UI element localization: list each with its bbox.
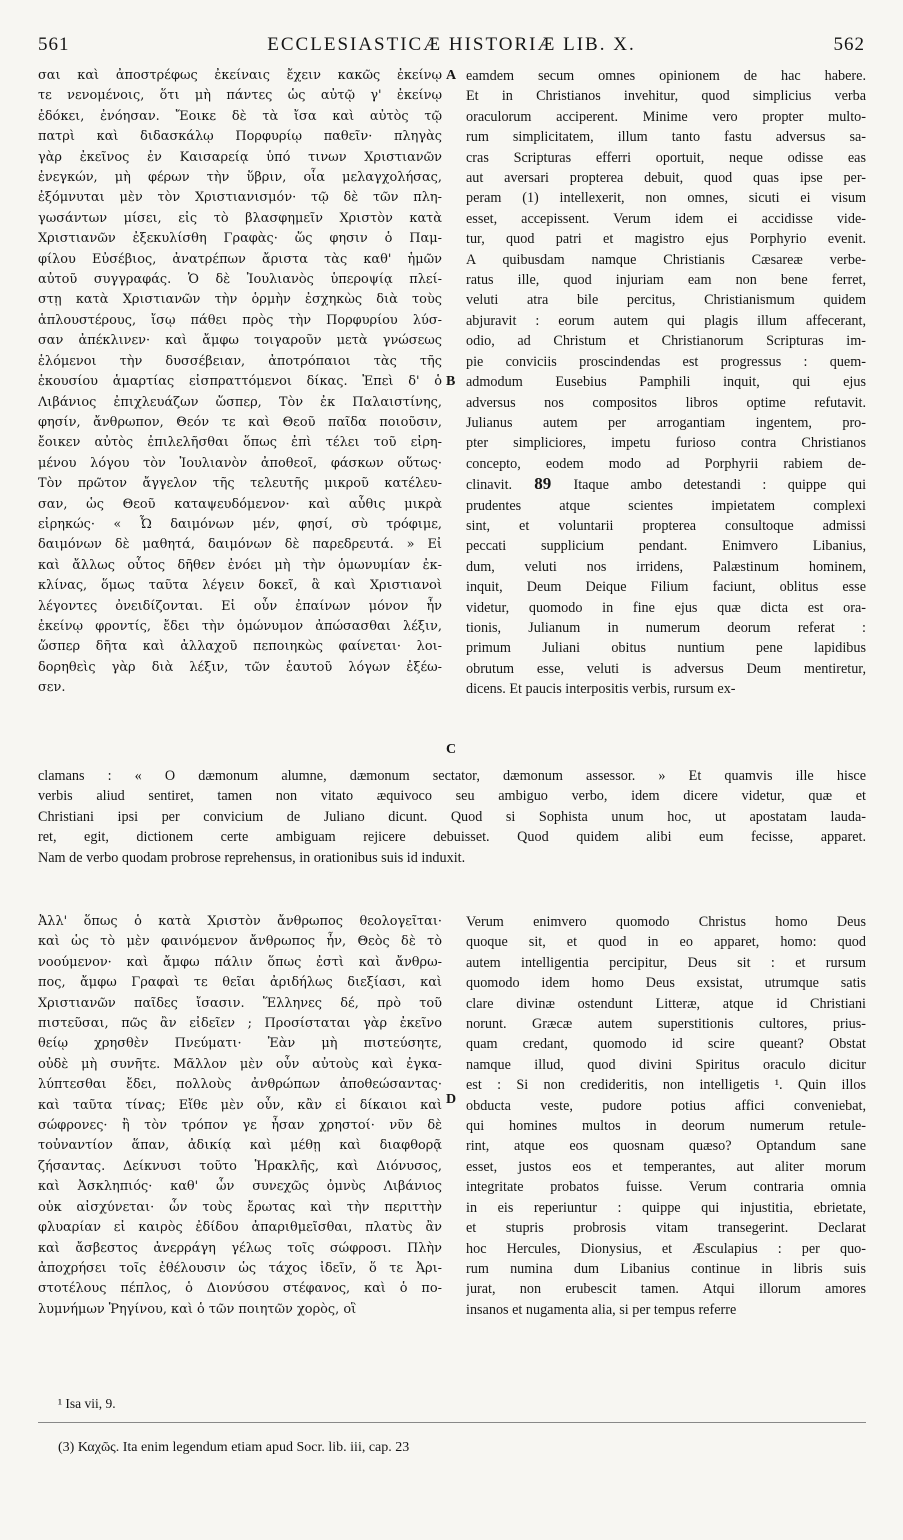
text-line: μένου λόγου τὸν Ἰουλιανὸν ἀποθεοῖ, φάσκων οὕτως· — [38, 455, 442, 471]
text-line: ἐκείνῳ φροντίς, ἔδει τὴν ὁμώνυμον ἀπώσασθαι λέξιν, — [38, 618, 442, 634]
text-line: πιστεῦσαι, πῶς ἂν εἰδεῖεν ; Προσίσταται γὰρ ἐκεῖνο — [38, 1016, 442, 1032]
text-line: verbis aliud sentiret, tamen non vitato æquivoco seu ambiguo verbo, idem dicere videtur, quæ et — [38, 788, 866, 805]
text-line: obducta veste, pudore potius affici conveniebat, — [466, 1097, 866, 1114]
text-line: et stupris probrosis vitam transegerint. Declarat — [466, 1220, 866, 1237]
text-line: clare divinæ ostendunt Litteræ, atque id Christiani — [466, 995, 866, 1012]
text-line: φλυαρίαν εἰ καιρὸς ἐδίδου ἀπαριθμεῖσθαι, πλατὺς ἂν — [38, 1220, 442, 1236]
scripture-footnote: ¹ Isa vii, 9. — [58, 1396, 116, 1411]
text-line: qui homines multos in deorum numerum retule- — [466, 1118, 866, 1135]
text-line: norunt. Græcæ autem superstitionis cultores, prius- — [466, 1016, 866, 1033]
text-line: admodum Eusebius Pamphili inquit, qui ejus — [466, 374, 866, 391]
margin-marker-a: A — [446, 68, 457, 83]
text-line: ἐδόκει, ἐνόησαν. Ἔοικε δὲ τὰ ἴσα καὶ αὐτὸς τῷ — [38, 108, 442, 124]
text-line: integritate probatos fuisse. Verum contraria omnia — [466, 1179, 866, 1196]
text-line: dum, veluti nos irridens, Palæstinum hominem, — [466, 558, 866, 575]
text-line: pter simpliciores, impetu furioso contra Christianos — [466, 435, 866, 452]
text-line: δορηθεὶς γὰρ διὰ λέξιν, τῶν ἑαυτοῦ λόγων ἐξέω- — [38, 659, 442, 675]
text-line: ἐνεγκών, μὴ φέρων τὴν ὕβριν, οἷα μελαγχολήσας, — [38, 170, 442, 186]
text-line: δαιμόνων δὲ μαθητά, δαιμόνων δὲ παρεδρευτά. » Εἰ — [38, 537, 442, 553]
text-line: οὐκ αἰσχύνεται· ὧν τοὺς ἔρωτας καὶ τὴν περιττὴν — [38, 1199, 442, 1215]
text-line: ἀποχρήσει τοῖς ἐθέλουσιν ὡς τάχος ἰδεῖν, ὅ τε Ἀρι- — [38, 1260, 442, 1276]
text-line: καὶ Ἀσκληπιός· καθ' ὧν συνεχῶς ὀμνὺς Λιβάνιος — [38, 1179, 442, 1195]
text-line: quam credant, quomodo id scire queant? Obstat — [466, 1036, 866, 1053]
text-line: prudentes atque scientes impietatem complexi — [466, 497, 866, 514]
text-line: εἰρηκώς· « Ὦ δαιμόνων μέν, φησί, σὺ τρόφιμε, — [38, 516, 442, 532]
text-line: videtur, quomodo in fine ejus quæ dicta est ora- — [466, 599, 866, 616]
text-line: Χριστιανῶν παῖδες ἴσασιν. Ἕλληνες δέ, πρὸ τοῦ — [38, 995, 442, 1011]
text-line: ἐξόμνυται μὲν τὸν Χριστιανισμόν· τῷ δὲ τῶν πλη- — [38, 190, 442, 206]
text-line: λέγοντες ὀνειδίζονται. Εἰ οὖν ἐπαίνων μόνον ἦν — [38, 598, 442, 614]
editorial-footnote: (3) Καχῶς. Ita enim legendum etiam apud Socr. lib. iii, cap. 23 — [58, 1440, 410, 1455]
text-line: πος, ἄμφω Γραφαὶ τε θεῖαι ἀριδήλως διεξίασι, καὶ — [38, 975, 442, 991]
text-line: Julianus autem per arrogantiam ingentem, pro- — [466, 414, 866, 431]
text-line: φίλου Εὐσέβιος, ἀνατρέπων ἄριστα τὰς καθ' ἡμῶν — [38, 251, 442, 267]
text-line: tur, quod patri et magistro ejus Porphyrio evenit. — [466, 231, 866, 248]
text-line: οὐδὲ μὴ συνῆτε. Μᾶλλον μὲν οὖν αὐτοὺς καὶ ἐγκα- — [38, 1056, 442, 1072]
text-line: στῃ κατὰ Χριστιανῶν τὴν ὁρμὴν ἐσχηκὼς διὰ τοὺς — [38, 292, 442, 308]
text-line: σεν. — [38, 680, 66, 696]
text-line: νοούμενον· καὶ ἄμφω πάλιν ὅπως ἐστὶ καὶ ἄνθρω- — [38, 954, 442, 970]
text-line: Christiani ipsi per convicium de Juliano dicunt. Quod si Sophista unum hoc, ut apostatam lauda- — [38, 808, 866, 825]
text-line: clinavit. 89 Itaque ambo detestandi : quippe qui — [466, 474, 866, 494]
text-line: clamans : « O dæmonum alumne, dæmonum sectator, dæmonum assessor. » Et quamvis ille hisce — [38, 768, 866, 784]
text-line: ἁπλουστέρους, ἴσῳ πάθει πρὸς τὴν Πορφυρίου λύσ- — [38, 312, 442, 328]
text-line: καὶ ἄσβεστος ἀνερράγη γέλως τοῖς σώφροσι. Πλὴν — [38, 1240, 442, 1256]
text-line: λύπτεσθαι ἔδει, πολλοὺς ἀνθρώπων ἀποθεώσαντας· — [38, 1077, 442, 1093]
text-line: ὥσπερ δῆτα καὶ ἀλλαχοῦ πεποιηκὼς φαίνεται· λοι- — [38, 639, 442, 655]
text-line: eamdem secum omnes opinionem de hac habere. — [466, 68, 866, 84]
text-line: Verum enimvero quomodo Christus homo Deus — [466, 914, 866, 930]
greek-column-bottom — [38, 912, 442, 1320]
text-line: in eis reperiuntur : quippe qui injustitia, ebrietate, — [466, 1199, 866, 1216]
text-line: γὰρ ἐκεῖνος ἐν Καισαρείᾳ ὑπό τινων Χριστιανῶν — [38, 149, 442, 165]
latin-column-top — [466, 66, 866, 700]
page-number-left: 561 — [38, 34, 70, 55]
text-line: namque illud, quod divini Spiritus oraculo dicitur — [466, 1056, 866, 1073]
text-line: obrutum esse, veluti is adversus Deum mentiretur, — [466, 660, 866, 677]
text-line: κλίνας, ὅμως ταῦτα λέγειν δοκεῖ, ἃ καὶ Χριστιανοὶ — [38, 578, 442, 594]
text-line: τε νενομένοις, ὅτι μὴ πάντες ὡς αὐτῷ γ' ἐκείνῳ — [38, 88, 442, 104]
text-line: pie conviciis proscindendas est progressus : quem- — [466, 353, 866, 370]
text-line: inquit, Deum Deique Filium faciunt, oblitus esse — [466, 579, 866, 596]
text-line: ζήσαντας. Δείκνυσι τοῦτο Ἡρακλῆς, καὶ Διόνυσος, — [38, 1158, 442, 1174]
text-line: autem intelligentia percipitur, Deus sit : et rursum — [466, 954, 866, 971]
text-line: σαι καὶ ἀποστρέφως ἐκείναις ἔχειν κακῶς ἐκείνῳ — [38, 68, 442, 83]
text-line: abjuravit : eorum autem qui plagis illum affecerant, — [466, 312, 866, 329]
text-line: ratus ille, quod injuriam eam non bene ferret, — [466, 272, 866, 289]
text-line: hoc Hercules, Dionysius, et Æsculapius : per quo- — [466, 1240, 866, 1257]
text-line: peccati supplicium pendant. Enimvero Libanius, — [466, 538, 866, 555]
text-line: odio, ad Christum et Christianorum Scripturas im- — [466, 333, 866, 350]
text-line: est : Si non credideritis, non intelligetis ¹. Quin illos — [466, 1077, 866, 1094]
text-line: oraculorum acciperent. Minime vero propter multo- — [466, 108, 866, 125]
text-line: καὶ ὡς τὸ μὲν φαινόμενον ἄνθρωπος ἦν, Θεὸς δὲ τὸ — [38, 934, 442, 950]
text-line: insanos et nugamenta alia, si per tempus referre — [466, 1301, 737, 1318]
text-line: ret, egit, dictionem certe ambiguam rejicere debuisset. Quod quidem alibi eum fecisse, apparet. — [38, 829, 866, 846]
text-line: λυμνήμων Ῥηγίνου, καὶ ὁ τῶν ποιητῶν χορὸς, οἳ — [38, 1301, 357, 1317]
text-line: στοτέλους πέπλος, ὁ Διονύσου στέφανος, καὶ ὁ πο- — [38, 1281, 442, 1297]
text-line: adversus nos compositos libros optime refutavit. — [466, 394, 866, 411]
text-line: sint, et voluntarii propterea consultoque admissi — [466, 517, 866, 534]
margin-marker-c: C — [446, 742, 457, 757]
text-line: quomodo idem homo Deus exsistat, utrumque satis — [466, 975, 866, 992]
latin-column-bottom — [466, 912, 866, 1320]
text-line: θείῳ χρησθὲν Πνεύματι· Ἐὰν μὴ πιστεύσητε, — [38, 1036, 442, 1052]
text-line: πατρὶ καὶ διδασκάλῳ Πορφυρίῳ παθεῖν· πληγὰς — [38, 129, 442, 145]
text-line: αὐτοῦ συγγραφάς. Ὁ δὲ Ἰουλιανὸς ὑπεροψίᾳ πλεί- — [38, 272, 442, 288]
text-line: καὶ ταῦτα τίνας; Εἴθε μὲν οὖν, κἂν εἰ δίκαιοι καὶ — [38, 1097, 442, 1113]
text-line: veluti atra bile percitus, Christianismum quidem — [466, 292, 866, 309]
page-header — [38, 34, 865, 60]
text-line: jurat, non erubescit tamen. Atqui illorum amores — [466, 1281, 866, 1298]
text-line: Λιβάνιος ἐπιχλευάζων ὥσπερ, Τὸν ἐκ Παλαιστίνης, — [38, 394, 442, 410]
text-line: rint, atque eos quosnam quæso? Optandum sane — [466, 1138, 866, 1155]
text-line: aut aversari propterea debuit, quod quas ipse per- — [466, 170, 866, 187]
text-line: tionis, Julianum in numerum deorum referat : — [466, 619, 866, 636]
page-number-right: 562 — [833, 34, 865, 55]
text-line: καὶ ἄλλως οὗτος δῆθεν ἐνόει μὴ τὴν ὁμωνυμίαν ἐκ- — [38, 557, 442, 573]
text-line: τοὐναντίον ἅπαν, ἀδικίᾳ καὶ μέθῃ καὶ διαφθορᾷ — [38, 1138, 442, 1154]
text-line: quoque sit, et quod in eo apparet, homo: quod — [466, 934, 866, 951]
text-line: esset, justos eos et temperantes, aut aliter morum — [466, 1158, 866, 1175]
text-line: Nam de verbo quodam probrose reprehensus, in orationibus suis id induxit. — [38, 849, 466, 866]
text-line: peram (1) intellexerit, non omnes, sicuti ei visum — [466, 190, 866, 207]
footnote-divider — [38, 1422, 866, 1423]
text-line: γωσάντων μίσει, εἰς τὸ βλασφημεῖν Χριστὸν κατὰ — [38, 210, 442, 226]
text-line: Et in Christianos invehitur, quod simplicius verba — [466, 88, 866, 105]
section-text: Itaque ambo detestandi : quippe qui — [573, 477, 866, 494]
text-line: ἑλόμενοι τὴν δυσσέβειαν, ἀποτρόπαιοι τὰς τῆς — [38, 353, 442, 369]
text-line: ἑκουσίου ἁμαρτίας εἰσπραττόμενοι δίκας. Ἐπεὶ δ' ὁ — [38, 374, 442, 390]
text-line: cras Scripturas efferri oportuit, neque odisse eas — [466, 149, 866, 166]
text-line: rum numina dum Libanius continue in libris suis — [466, 1260, 866, 1277]
text-line: σώφρονες· ἢ τὸν τρόπον γε ἦσαν χρηστοί· νῦν δὲ — [38, 1118, 442, 1134]
text-line: esset, accepissent. Verum idem ei accidisse vide- — [466, 210, 866, 227]
text-line: σαν, ὡς Θεοῦ καταψευδόμενον· καὶ αὖθις μικρὰ — [38, 496, 442, 512]
section-number: 89 — [512, 474, 574, 494]
margin-marker-b: B — [446, 374, 456, 389]
text-line: φησίν, ἄνθρωπον, Θεόν τε καὶ Θεοῦ παῖδα ποιοῦσιν, — [38, 414, 442, 430]
text-line: Ἀλλ' ὅπως ὁ κατὰ Χριστὸν ἄνθρωπος θεολογεῖται· — [38, 914, 442, 929]
full-width-paragraph — [38, 766, 866, 868]
text-line: Τὸν πρῶτον ἄγγελον τῆς τελευτῆς μικροῦ κατέλευ- — [38, 476, 442, 492]
text-line: σαν ἀπέκλινεν· καὶ ἄμφω τοιγαροῦν μετὰ γνώσεως — [38, 333, 442, 349]
text-line: Χριστιανῶν ἐξεκυλίσθη Γραφὰς· ὥς φησιν ὁ Παμ- — [38, 231, 442, 247]
text-line: rum simplicitatem, illum tanto fastu adversus sa- — [466, 129, 866, 146]
text-line: dicens. Et paucis interpositis verbis, rursum ex- — [466, 681, 736, 698]
margin-marker-d: D — [446, 1092, 457, 1107]
text-line: primum Juliani obitus nuntium pene lapidibus — [466, 640, 866, 657]
text-line: A quibusdam namque Christianis Cæsareæ verbe- — [466, 251, 866, 268]
text-line: ἔοικεν αὐτὸς ἐπιλελῆσθαι ὅπως ἐπὶ τέλει τοῦ εἰρη- — [38, 435, 442, 451]
running-title: ECCLESIASTICÆ HISTORIÆ LIB. X. — [267, 34, 636, 55]
text-line: concepto, eodem modo ad Porphyrii rabiem de- — [466, 455, 866, 472]
greek-column-top — [38, 66, 442, 699]
